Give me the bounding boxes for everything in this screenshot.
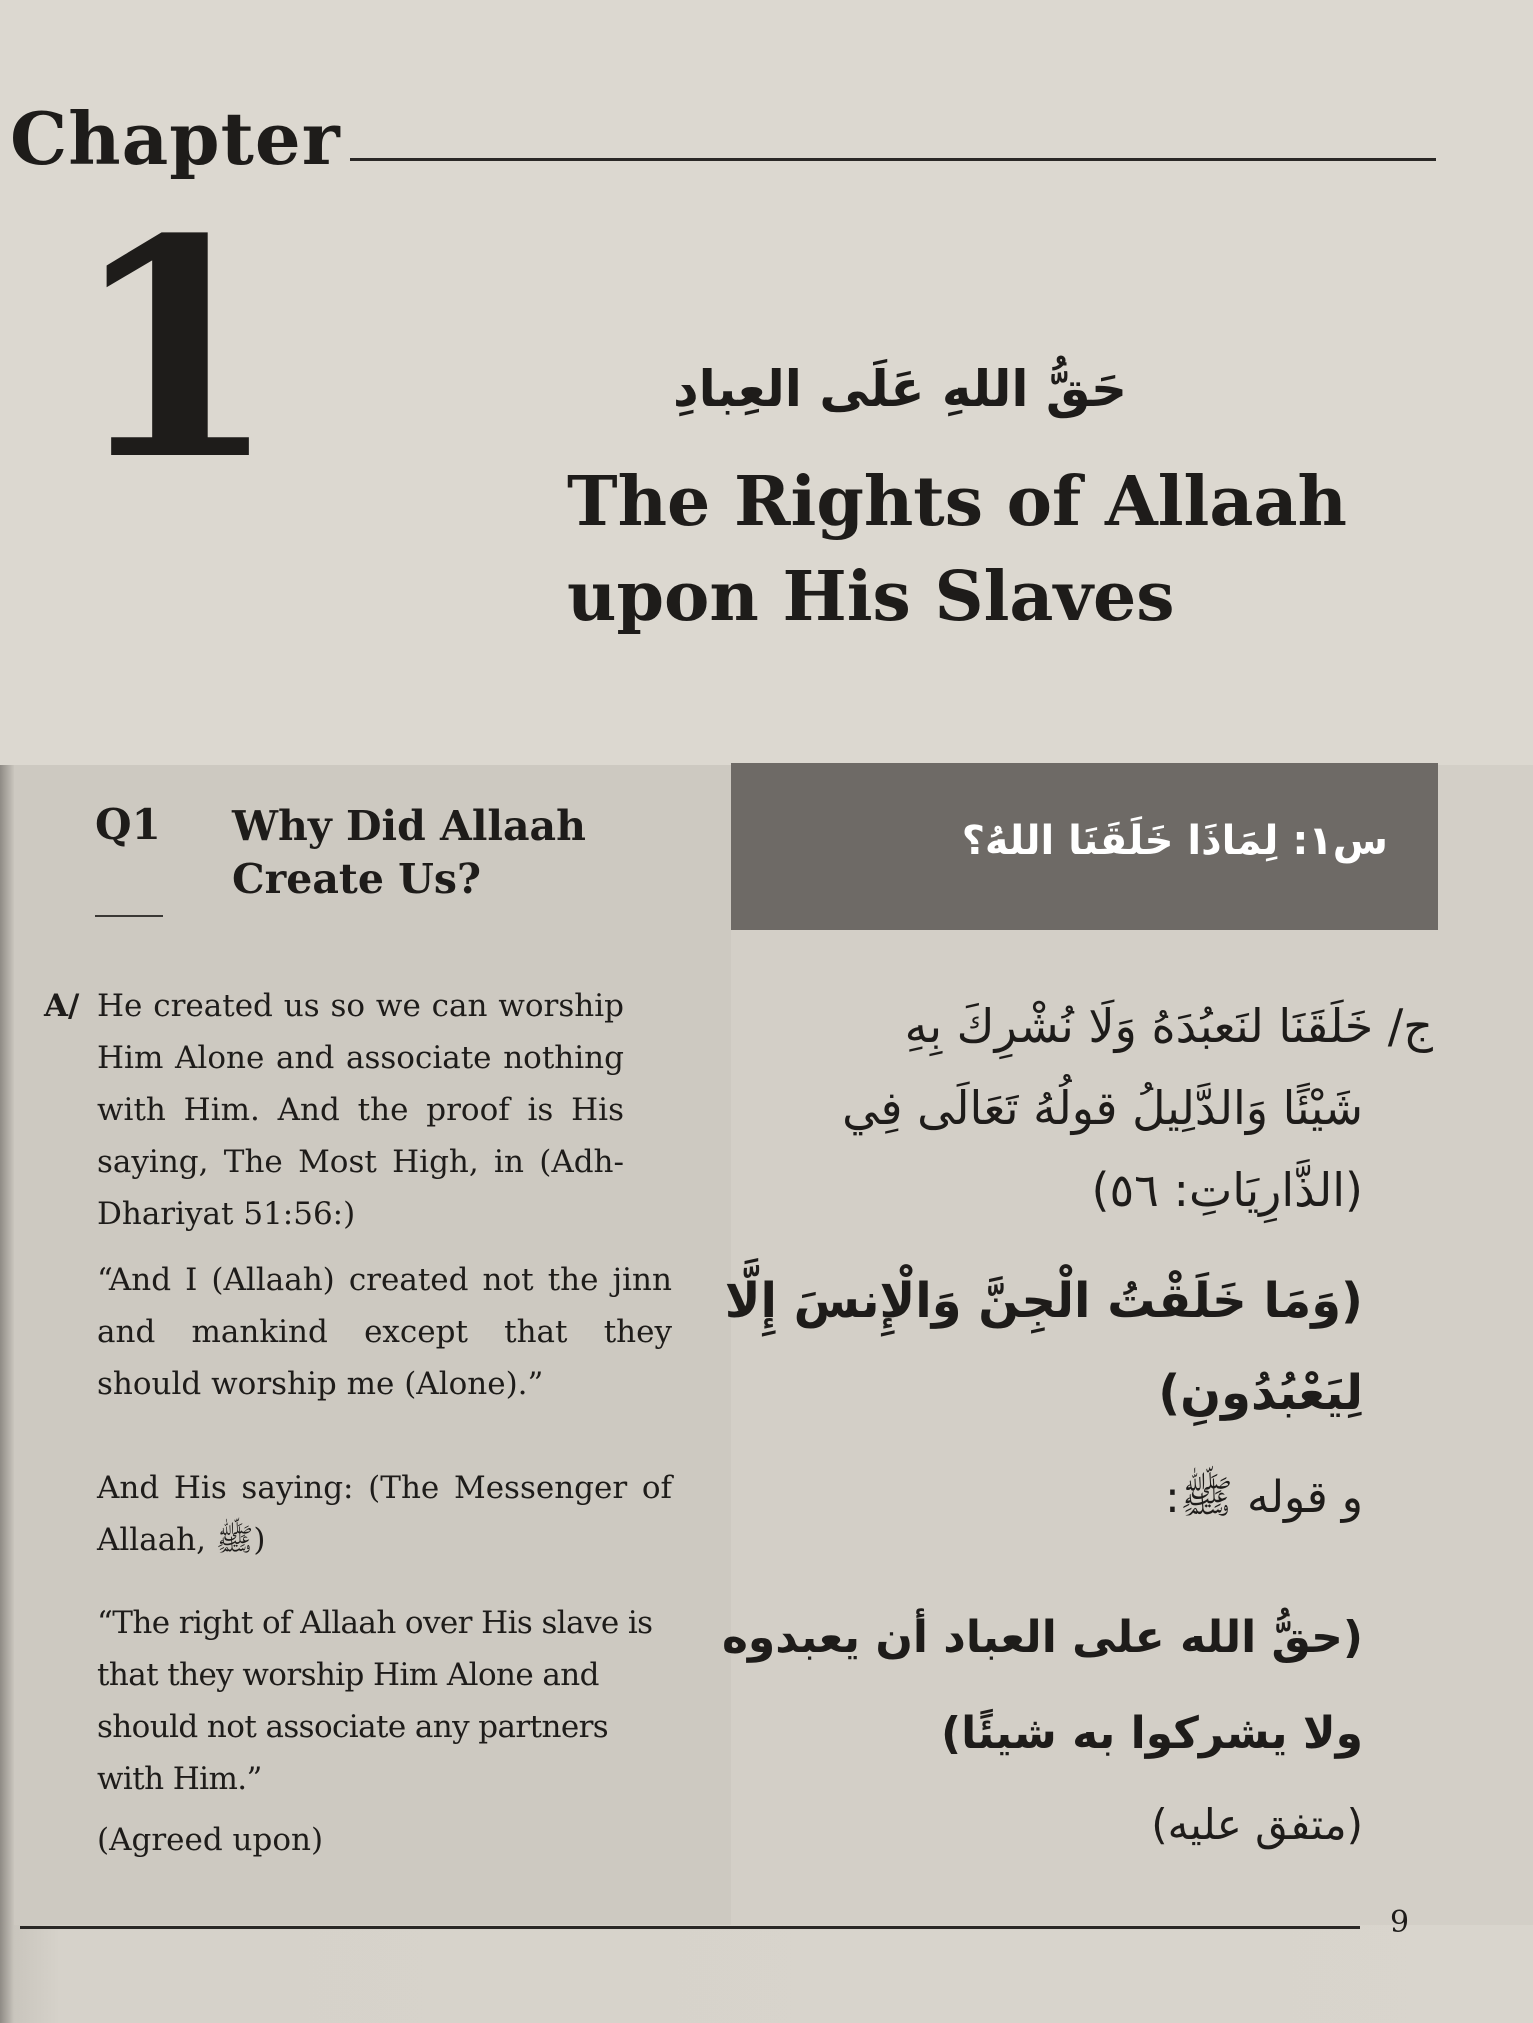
verse-translation: “And I (Allaah) created not the jinn and mankind except that they should worship me (Alone).” [97,1262,672,1402]
arabic-saying-intro: و قوله ﷺ: [1165,1472,1363,1523]
answer-prefix: A/ [44,988,80,1024]
chapter-label: Chapter [10,96,341,181]
footer-rule [20,1926,1360,1929]
arabic-answer [713,985,1433,1231]
answer-text: He created us so we can worship Him Alone and associate nothing with Him. And the proof is His saying, The Most High, in (Adh-Dhariyat 51:56:) [97,988,624,1232]
arabic-question-box [731,763,1438,930]
arabic-hadith-line-2: ولا يشركوا به شيئًا) [940,1708,1363,1759]
title-line-1: The Rights of Allaah [567,462,1347,542]
title-line-2: upon His Slaves [567,557,1175,637]
arabic-source: (متفق عليه) [1151,1800,1363,1849]
answer-paragraph [44,980,624,1240]
arabic-hadith-line-1: (حقُّ الله على العباد أن يعبدوه [721,1612,1363,1663]
page-number: 9 [1390,1905,1410,1940]
arabic-verse [683,1255,1363,1439]
question-number: Q1 [95,800,161,849]
hadith-translation: “The right of Allaah over His slave is that they worship Him Alone and should not associate any partners with Him.” [97,1605,653,1797]
arabic-verse-line-1: (وَمَا خَلَقْتُ الْجِنَّ وَالْإِنسَ إِلَّا [724,1273,1363,1329]
hadith-source: (Agreed upon) [97,1822,324,1858]
arabic-question: س١: لِمَاذَا خَلَقَنَا اللهُ؟ [961,818,1388,864]
arabic-verse-line-2: لِيَعْبُدُونِ) [1158,1365,1363,1421]
question-title [232,800,586,906]
arabic-chapter-title: حَقُّ اللهِ عَلَى العِبادِ [672,360,1128,418]
arabic-answer-line-2: شَيْئًا وَالدَّلِيلُ قولُهُ تَعَالَى فِي [842,1081,1363,1135]
question-title-line-2: Create Us? [232,855,482,903]
chapter-divider [350,158,1436,161]
arabic-answer-line-3: (الذَّارِيَاتِ: ٥٦) [1091,1163,1363,1217]
chapter-number: 1 [70,173,269,526]
saying-intro: And His saying: (The Messenger of Allaah, ﷺ) [97,1470,672,1558]
arabic-hadith [683,1590,1363,1782]
arabic-answer-line-1: ج/ خَلَقَنَا لنَعبُدَهُ وَلَا نُشْرِكَ بِهِ [904,999,1433,1053]
question-rule [95,915,163,917]
english-chapter-title [567,455,1347,645]
question-title-line-1: Why Did Allaah [232,802,586,850]
